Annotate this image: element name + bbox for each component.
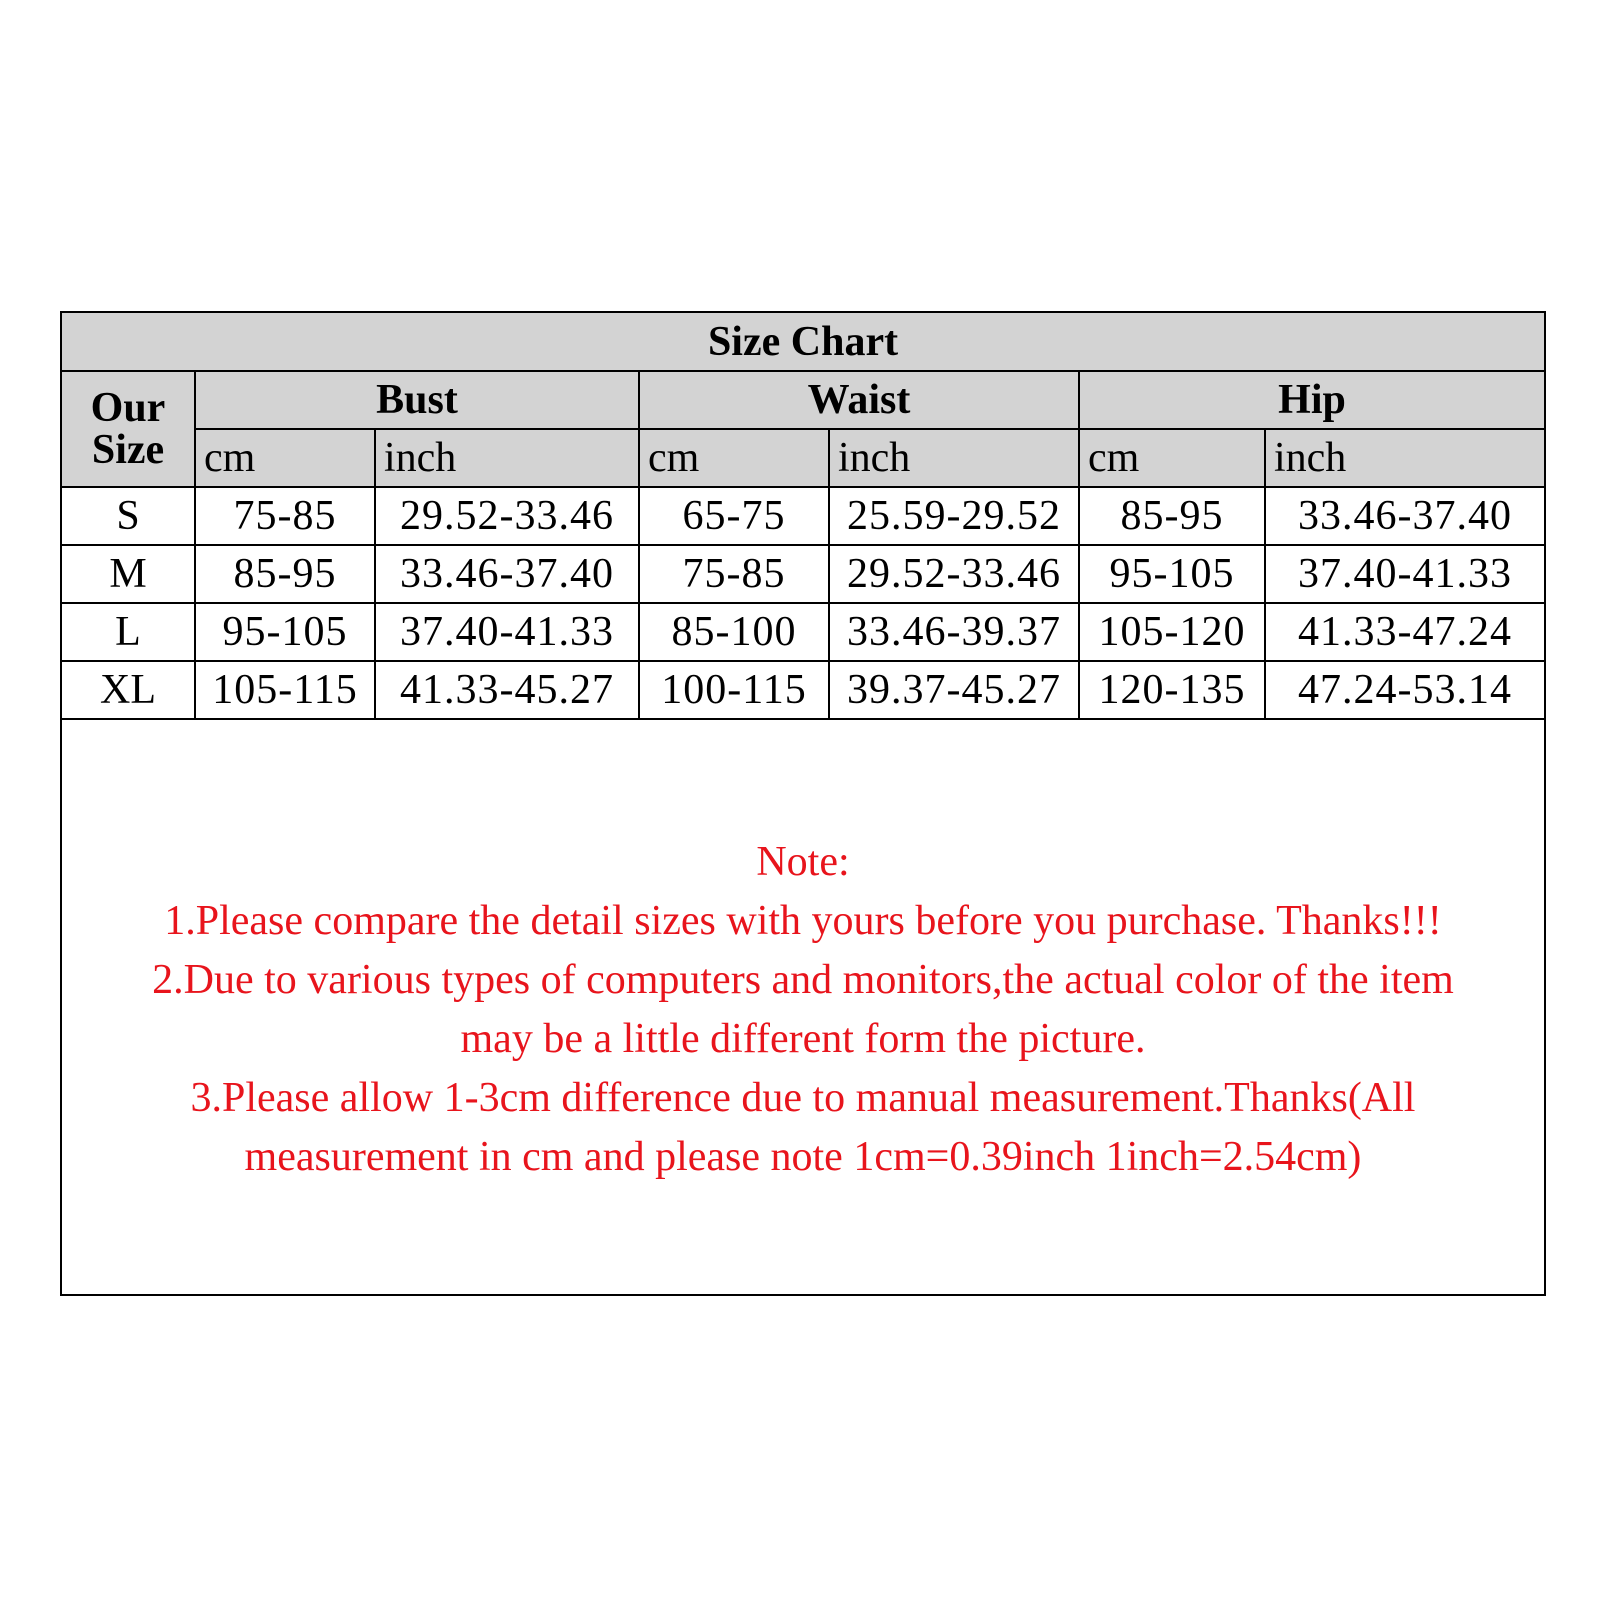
size-header-line-1: Our	[90, 385, 166, 431]
waist-inch-value: 25.59-29.52	[829, 487, 1079, 545]
notes-block	[62, 833, 1544, 1187]
bust-inch-value: 37.40-41.33	[375, 603, 639, 661]
hip-inch-value: 47.24-53.14	[1265, 661, 1544, 719]
waist-inch-value: 39.37-45.27	[829, 661, 1079, 719]
waist-inch-value: 33.46-39.37	[829, 603, 1079, 661]
bust-cm-value: 75-85	[195, 487, 375, 545]
hip-cm-value: 105-120	[1079, 603, 1265, 661]
note-line: 3.Please allow 1-3cm difference due to manual measurement.Thanks(All	[190, 1075, 1416, 1121]
waist-cm-value: 85-100	[639, 603, 829, 661]
hip-cm-value: 85-95	[1079, 487, 1265, 545]
bust-header: Bust	[195, 371, 639, 429]
note-line: 1.Please compare the detail sizes with yours before you purchase. Thanks!!!	[164, 898, 1442, 944]
size-label: XL	[62, 661, 195, 719]
table-row	[62, 603, 1544, 661]
note-line: may be a little different form the picture.	[460, 1016, 1146, 1062]
hip-inch-header: inch	[1265, 429, 1544, 487]
note-heading: Note:	[756, 839, 850, 885]
table-row	[62, 661, 1544, 719]
bust-inch-value: 41.33-45.27	[375, 661, 639, 719]
hip-inch-value: 41.33-47.24	[1265, 603, 1544, 661]
size-label: M	[62, 545, 195, 603]
bust-cm-header: cm	[195, 429, 375, 487]
waist-cm-header: cm	[639, 429, 829, 487]
waist-cm-value: 75-85	[639, 545, 829, 603]
size-column-header	[62, 371, 195, 487]
hip-cm-value: 120-135	[1079, 661, 1265, 719]
note-line: 2.Due to various types of computers and monitors,the actual color of the item	[152, 957, 1454, 1003]
bust-inch-value: 29.52-33.46	[375, 487, 639, 545]
hip-header: Hip	[1079, 371, 1544, 429]
hip-inch-value: 37.40-41.33	[1265, 545, 1544, 603]
bust-cm-value: 85-95	[195, 545, 375, 603]
hip-cm-value: 95-105	[1079, 545, 1265, 603]
waist-cm-value: 100-115	[639, 661, 829, 719]
table-row	[62, 487, 1544, 545]
hip-inch-value: 33.46-37.40	[1265, 487, 1544, 545]
note-line: measurement in cm and please note 1cm=0.39inch 1inch=2.54cm)	[244, 1134, 1362, 1180]
size-chart-frame	[60, 311, 1546, 1296]
size-label: L	[62, 603, 195, 661]
bust-inch-value: 33.46-37.40	[375, 545, 639, 603]
table-row	[62, 545, 1544, 603]
waist-cm-value: 65-75	[639, 487, 829, 545]
size-header-line-2: Size	[91, 427, 165, 473]
waist-inch-value: 29.52-33.46	[829, 545, 1079, 603]
size-label: S	[62, 487, 195, 545]
bust-inch-header: inch	[375, 429, 639, 487]
hip-cm-header: cm	[1079, 429, 1265, 487]
bust-cm-value: 95-105	[195, 603, 375, 661]
waist-header: Waist	[639, 371, 1079, 429]
size-chart-table	[62, 313, 1544, 720]
bust-cm-value: 105-115	[195, 661, 375, 719]
table-title: Size Chart	[62, 313, 1544, 371]
waist-inch-header: inch	[829, 429, 1079, 487]
